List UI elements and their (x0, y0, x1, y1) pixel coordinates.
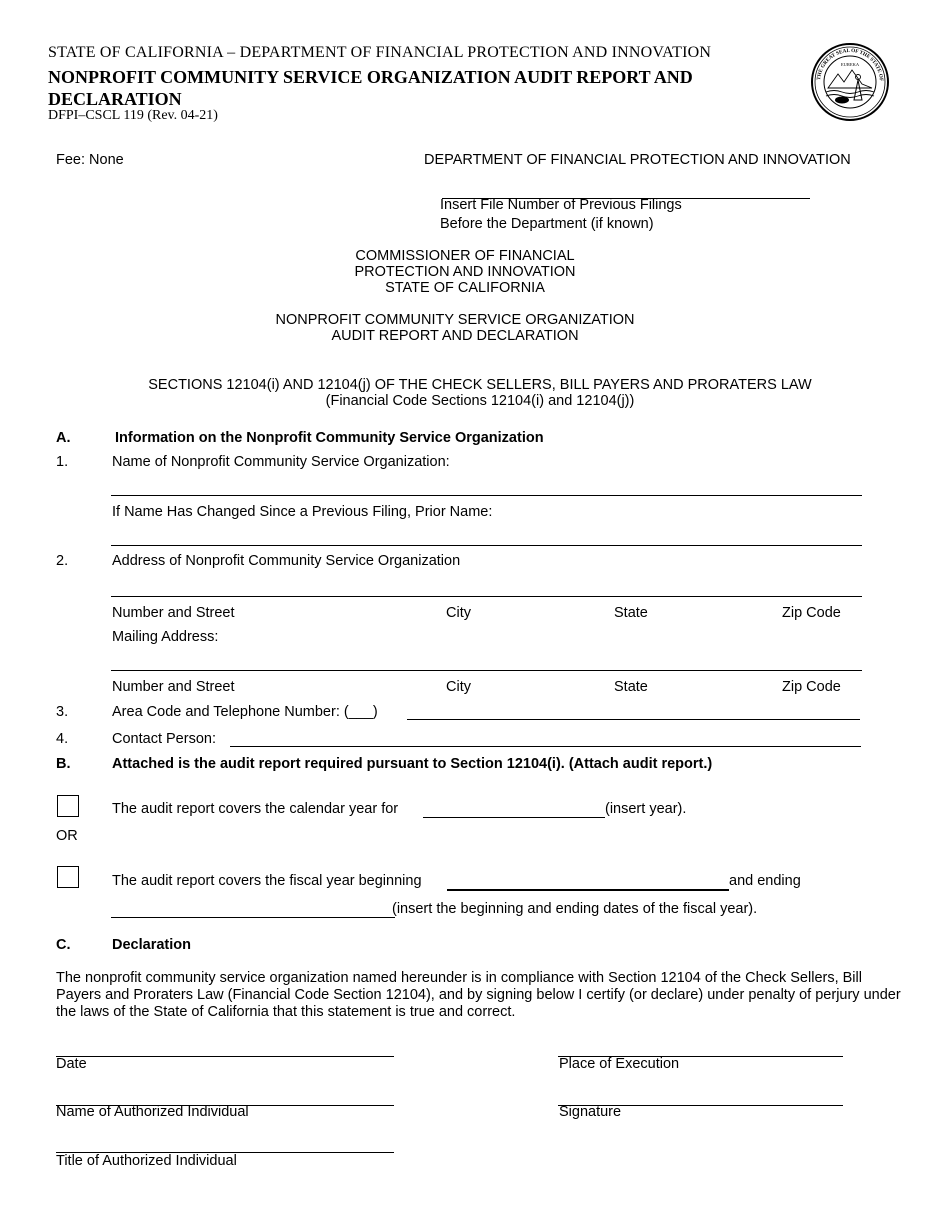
address-label: Address of Nonprofit Community Service Organization (112, 553, 461, 569)
section-c-letter: C. (56, 937, 71, 953)
mailing-col-city: City (446, 679, 471, 695)
fiscal-year-suffix: (insert the beginning and ending dates of the fiscal year). (392, 901, 758, 917)
place-input[interactable] (558, 1038, 843, 1057)
form-title: NONPROFIT COMMUNITY SERVICE ORGANIZATION AUDIT REPORT AND DECLARATION (48, 67, 693, 109)
state-seal-icon (810, 42, 890, 122)
date-input[interactable] (56, 1038, 394, 1057)
mailing-col-state: State (614, 679, 648, 695)
calendar-year-suffix: (insert year). (605, 801, 687, 817)
commissioner-line2: PROTECTION AND INNOVATION (354, 264, 576, 280)
fiscal-year-end-input[interactable] (111, 899, 395, 918)
address-col-street: Number and Street (112, 605, 235, 621)
agency-line: STATE OF CALIFORNIA – DEPARTMENT OF FINANCIAL PROTECTION AND INNOVATION (48, 44, 712, 61)
mailing-address-label: Mailing Address: (112, 629, 219, 645)
item4-number: 4. (56, 731, 69, 747)
contact-person-input[interactable] (230, 728, 861, 747)
date-label: Date (56, 1056, 87, 1072)
contact-person-label: Contact Person: (112, 731, 216, 747)
fiscal-year-and-ending: and ending (729, 873, 801, 889)
section-a-letter: A. (56, 430, 71, 446)
fiscal-year-checkbox[interactable] (57, 866, 79, 888)
address-col-state: State (614, 605, 648, 621)
fee-label: Fee: None (56, 152, 124, 168)
form-number: DFPI–CSCL 119 (Rev. 04-21) (48, 108, 218, 123)
signature-label: Signature (559, 1104, 622, 1120)
item3-number: 3. (56, 704, 69, 720)
address-input[interactable] (111, 578, 862, 597)
department-name: DEPARTMENT OF FINANCIAL PROTECTION AND INNOVATION (424, 152, 851, 168)
item1-number: 1. (56, 454, 69, 470)
authorized-title-input[interactable] (56, 1134, 394, 1153)
telephone-input[interactable] (407, 701, 860, 720)
place-label: Place of Execution (559, 1056, 680, 1072)
or-label: OR (56, 828, 78, 844)
calendar-year-label: The audit report covers the calendar year for (112, 801, 399, 817)
prior-name-input[interactable] (111, 527, 862, 546)
item2-number: 2. (56, 553, 69, 569)
section-c-heading: Declaration (112, 937, 191, 953)
section-a-heading: Information on the Nonprofit Community Service Organization (115, 430, 544, 446)
address-col-city: City (446, 605, 471, 621)
org-name-input[interactable] (111, 477, 862, 496)
calendar-year-input[interactable] (423, 799, 605, 818)
mailing-address-input[interactable] (111, 652, 862, 671)
sections-line1: SECTIONS 12104(i) AND 12104(j) OF THE CHECK SELLERS, BILL PAYERS AND PRORATERS LAW (148, 377, 812, 393)
commissioner-line1: COMMISSIONER OF FINANCIAL (355, 248, 575, 264)
file-number-label-line2: Before the Department (if known) (440, 216, 654, 232)
prior-name-label: If Name Has Changed Since a Previous Filing, Prior Name: (112, 504, 493, 520)
commissioner-block (265, 248, 665, 296)
telephone-label: Area Code and Telephone Number: (___) (112, 704, 378, 720)
seal-motto: EUREKA (840, 62, 860, 67)
org-name-label: Name of Nonprofit Community Service Organization: (112, 454, 450, 470)
title-line2: AUDIT REPORT AND DECLARATION (331, 328, 579, 344)
seal-text: THE GREAT SEAL OF THE STATE OF (816, 47, 885, 82)
mailing-col-zip: Zip Code (782, 679, 841, 695)
mailing-col-street: Number and Street (112, 679, 235, 695)
calendar-year-checkbox[interactable] (57, 795, 79, 817)
file-number-label-line1: Insert File Number of Previous Filings (440, 197, 682, 213)
address-col-zip: Zip Code (782, 605, 841, 621)
declaration-paragraph: The nonprofit community service organization named hereunder is in compliance with Section 12104 of the Check Sellers, Bill Payers and Proraters Law (Financial Code Section 12104), and by signing below I certify (or declare) under penalty of perjury under the laws of the State of California that this statement is true and correct. (56, 970, 901, 1020)
sections-line2: (Financial Code Sections 12104(i) and 12104(j)) (325, 393, 635, 409)
commissioner-line3: STATE OF CALIFORNIA (385, 280, 545, 296)
section-b-heading: Attached is the audit report required pursuant to Section 12104(i). (Attach audit report.) (112, 756, 713, 772)
authorized-name-label: Name of Authorized Individual (56, 1104, 249, 1120)
fiscal-year-label: The audit report covers the fiscal year beginning (112, 873, 422, 889)
title-block (205, 312, 705, 344)
fiscal-year-begin-input[interactable] (447, 871, 729, 891)
title-line1: NONPROFIT COMMUNITY SERVICE ORGANIZATION (275, 312, 635, 328)
sections-block (80, 377, 880, 409)
section-b-letter: B. (56, 756, 71, 772)
authorized-title-label: Title of Authorized Individual (56, 1153, 237, 1169)
